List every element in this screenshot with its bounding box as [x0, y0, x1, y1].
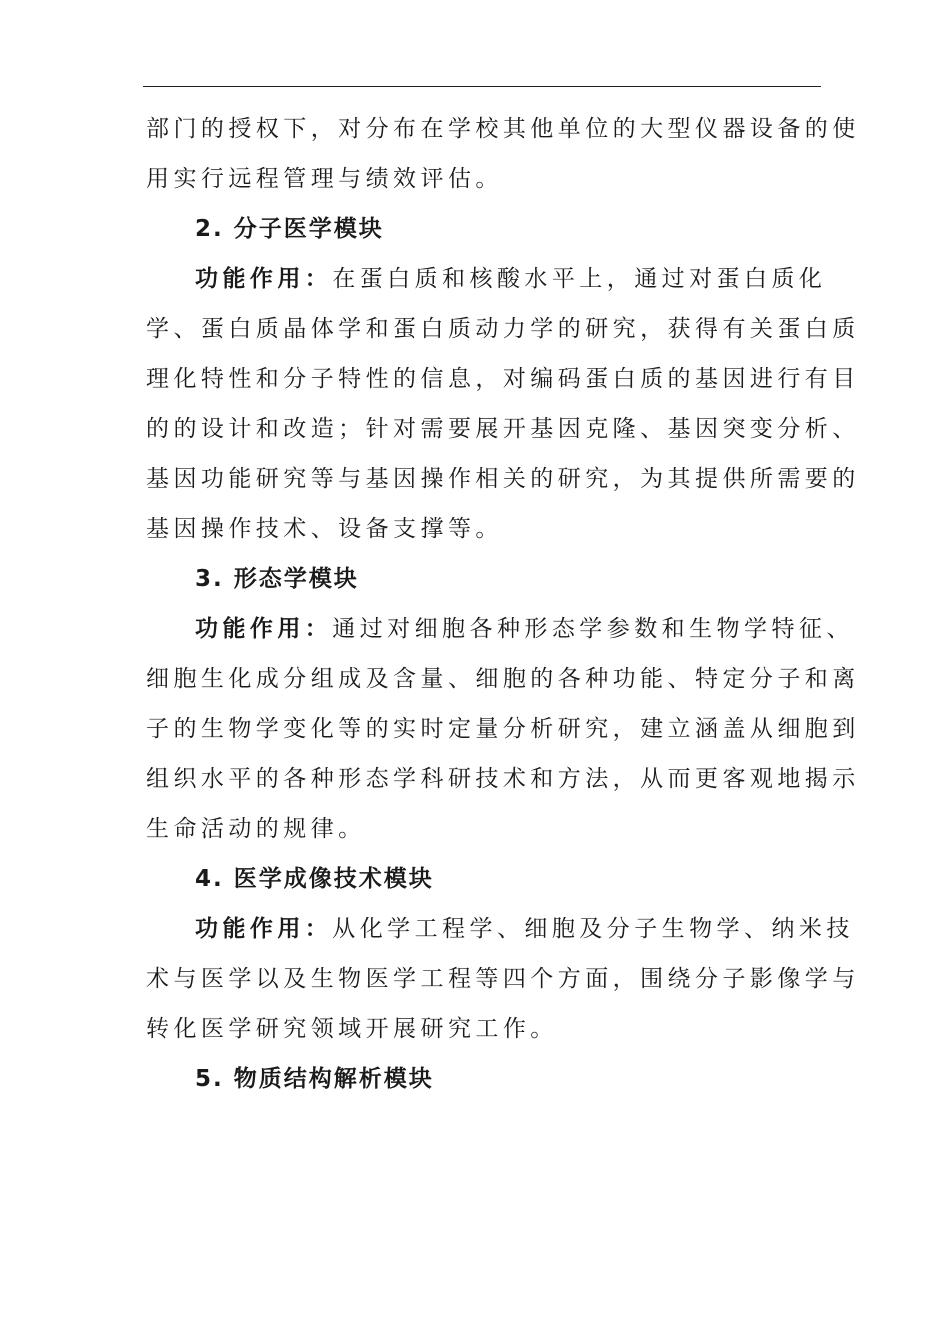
section-heading: 4. 医学成像技术模块: [195, 866, 434, 892]
paragraph-lead-label: 功能作用：: [195, 266, 333, 292]
paragraph-line: 的的设计和改造；针对需要展开基因克隆、基因突变分析、: [146, 416, 860, 442]
paragraph-line: 理化特性和分子特性的信息，对编码蛋白质的基因进行有目: [146, 366, 860, 392]
section-heading: 3. 形态学模块: [195, 566, 359, 592]
paragraph-first-line: [146, 604, 854, 654]
paragraph-line: 生命活动的规律。: [146, 816, 366, 842]
paragraph-line: 基因功能研究等与基因操作相关的研究，为其提供所需要的: [146, 466, 860, 492]
paragraph-line: 转化医学研究领域开展研究工作。: [146, 1016, 558, 1042]
paragraph-line: 子的生物学变化等的实时定量分析研究，建立涵盖从细胞到: [146, 716, 860, 742]
paragraph-lead-label: 功能作用：: [195, 916, 333, 942]
paragraph-first-line: [146, 904, 854, 954]
paragraph-first-text: 在蛋白质和核酸水平上，通过对蛋白质化: [332, 266, 827, 292]
section-heading: 5. 物质结构解析模块: [195, 1066, 434, 1092]
paragraph-line: 组织水平的各种形态学科研技术和方法，从而更客观地揭示: [146, 766, 860, 792]
paragraph-line: 基因操作技术、设备支撑等。: [146, 516, 503, 542]
paragraph-line: 部门的授权下，对分布在学校其他单位的大型仪器设备的使: [146, 116, 860, 142]
document-body: [146, 104, 860, 1104]
paragraph-lead-label: 功能作用：: [195, 616, 333, 642]
paragraph-first-text: 从化学工程学、细胞及分子生物学、纳米技: [332, 916, 854, 942]
paragraph-line: 细胞生化成分组成及含量、细胞的各种功能、特定分子和离: [146, 666, 860, 692]
section-heading: 2. 分子医学模块: [195, 216, 384, 242]
paragraph-first-line: [146, 254, 827, 304]
paragraph-line: 学、蛋白质晶体学和蛋白质动力学的研究，获得有关蛋白质: [146, 316, 860, 342]
header-rule: [143, 86, 821, 87]
paragraph-line: 用实行远程管理与绩效评估。: [146, 166, 503, 192]
paragraph-first-text: 通过对细胞各种形态学参数和生物学特征、: [332, 616, 854, 642]
paragraph-line: 术与医学以及生物医学工程等四个方面，围绕分子影像学与: [146, 966, 860, 992]
